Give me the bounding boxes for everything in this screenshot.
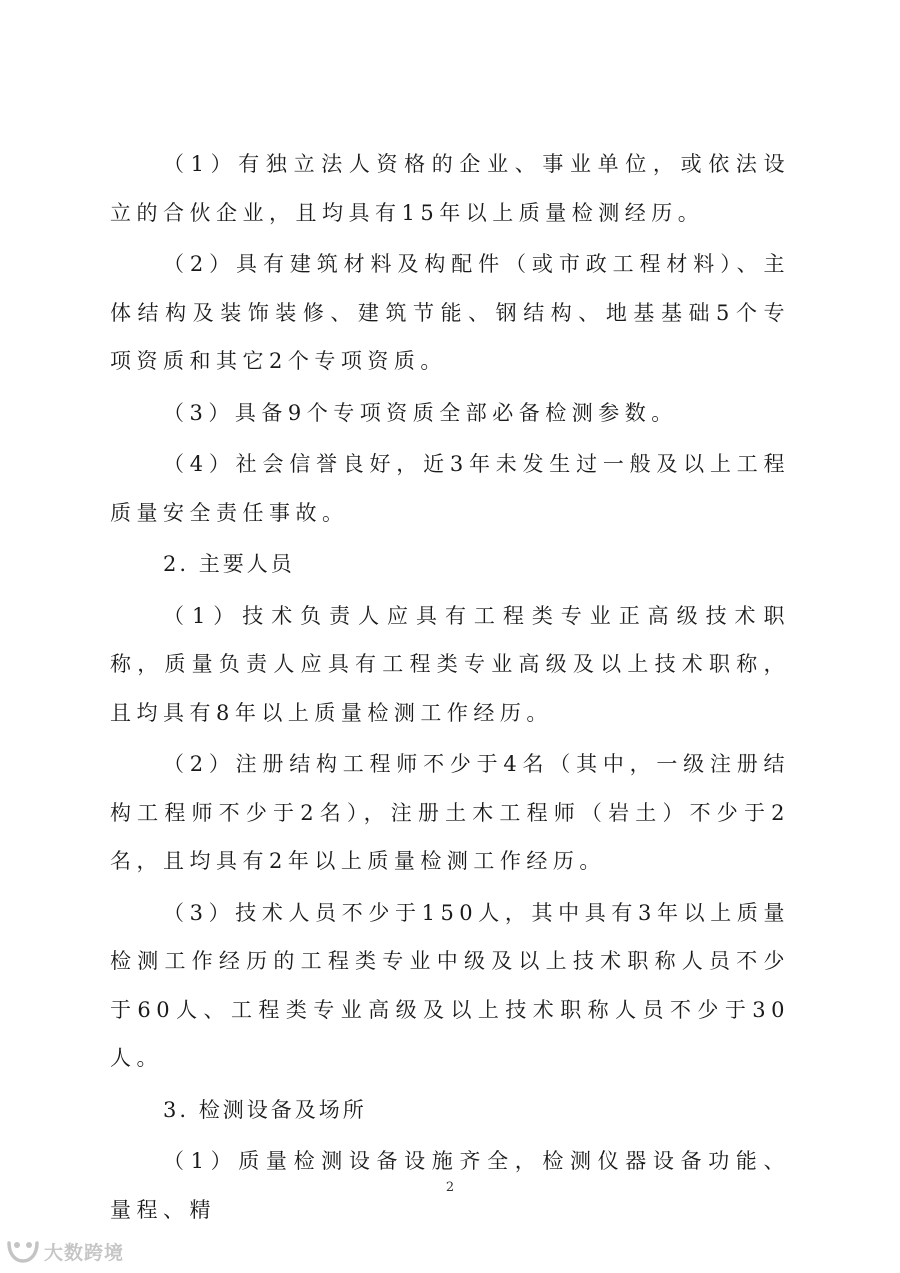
watermark xyxy=(6,1238,124,1265)
paragraph-personnel-2: （2）注册结构工程师不少于4名（其中，一级注册结构工程师不少于2名），注册土木工程师（岩土）不少于2名，且均具有2年以上质量检测工作经历。 xyxy=(110,752,790,873)
paragraph-personnel-1: （1）技术负责人应具有工程类专业正高级技术职称，质量负责人应具有工程类专业高级及以上技术职称，且均具有8年以上质量检测工作经历。 xyxy=(110,603,790,725)
page-number: 2 xyxy=(445,1180,455,1195)
paragraph-qualification-4: （4）社会信誉良好，近3年未发生过一般及以上工程质量安全责任事故。 xyxy=(110,452,790,525)
paragraph-qualification-3: （3）具备9个专项资质全部必备检测参数。 xyxy=(163,400,678,425)
section-heading-personnel: 2. 主要人员 xyxy=(163,552,295,576)
document-body xyxy=(110,140,790,1237)
paragraph-qualification-2: （2）具有建筑材料及构配件（或市政工程材料）、主体结构及装饰装修、建筑节能、钢结构、地基基础5个专项资质和其它2个专项资质。 xyxy=(110,252,790,373)
brand-logo-icon xyxy=(6,1239,40,1265)
watermark-text: 大数跨境 xyxy=(44,1242,125,1264)
paragraph-personnel-3: （3）技术人员不少于150人，其中具有3年以上质量检测工作经历的工程类专业中级及以上技术职称人员不少于60人、工程类专业高级及以上技术职称人员不少于30人。 xyxy=(110,900,790,1070)
paragraph-equipment-1: （1）质量检测设备设施齐全，检测仪器设备功能、量程、精 xyxy=(110,1149,790,1222)
paragraph-qualification-1: （1）有独立法人资格的企业、事业单位，或依法设立的合伙企业，且均具有15年以上质量检测经历。 xyxy=(110,152,790,225)
section-heading-equipment: 3. 检测设备及场所 xyxy=(163,1097,367,1122)
